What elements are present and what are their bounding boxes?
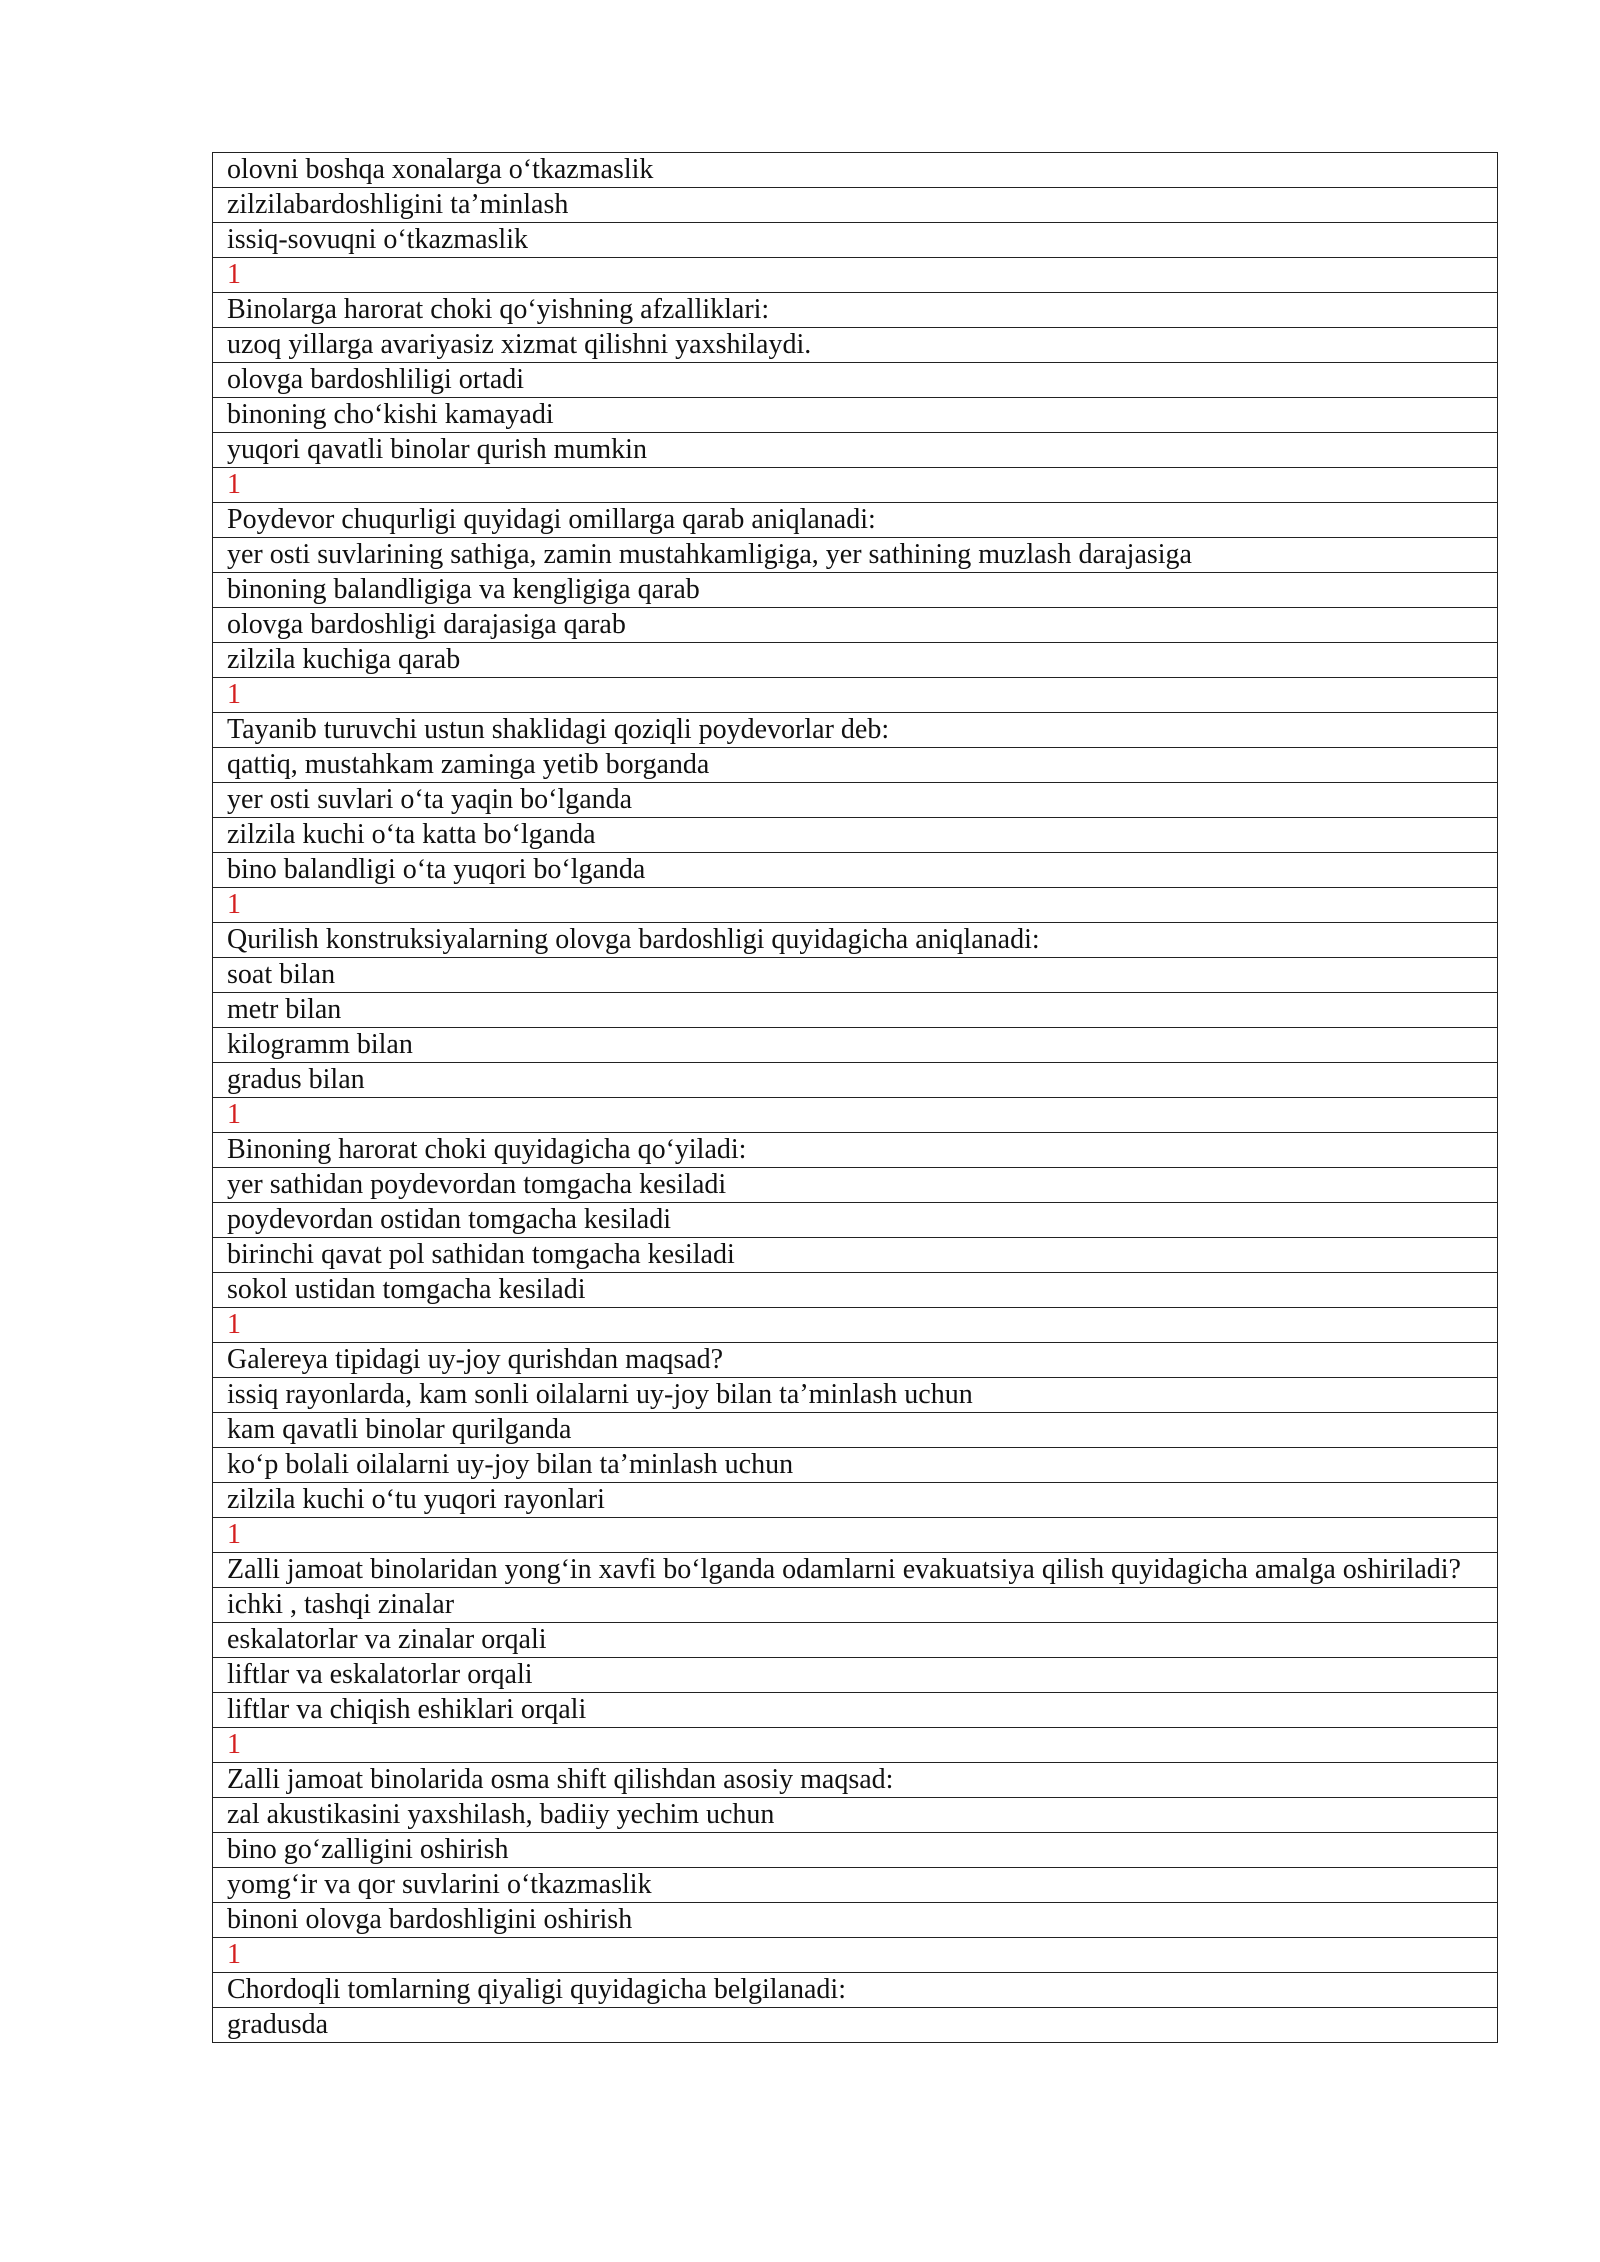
answer-row: [213, 1798, 1498, 1833]
answer-text: qattiq, mustahkam zaminga yetib borganda: [213, 748, 1498, 783]
answer-text: zilzila kuchi o‘tu yuqori rayonlari: [213, 1483, 1498, 1518]
answer-row: [213, 1063, 1498, 1098]
answer-text: zilzila kuchiga qarab: [213, 643, 1498, 678]
marker-row: [213, 888, 1498, 923]
answer-row: [213, 538, 1498, 573]
marker-row: [213, 468, 1498, 503]
answer-text: ko‘p bolali oilalarni uy-joy bilan ta’minlash uchun: [213, 1448, 1498, 1483]
answer-row: [213, 1658, 1498, 1693]
answer-row: [213, 1623, 1498, 1658]
answer-row: [213, 958, 1498, 993]
question-text: Zalli jamoat binolarida osma shift qilishdan asosiy maqsad:: [213, 1763, 1498, 1798]
answer-text: zal akustikasini yaxshilash, badiiy yechim uchun: [213, 1798, 1498, 1833]
marker-row: [213, 1518, 1498, 1553]
marker-cell: 1: [213, 258, 1498, 293]
answer-row: [213, 1028, 1498, 1063]
marker-cell: 1: [213, 1098, 1498, 1133]
answer-row: [213, 223, 1498, 258]
answer-text: birinchi qavat pol sathidan tomgacha kesiladi: [213, 1238, 1498, 1273]
answer-text: sokol ustidan tomgacha kesiladi: [213, 1273, 1498, 1308]
answer-text: olovni boshqa xonalarga o‘tkazmaslik: [213, 153, 1498, 188]
answer-text: olovga bardoshliligi ortadi: [213, 363, 1498, 398]
answer-row: [213, 1378, 1498, 1413]
question-row: [213, 713, 1498, 748]
answer-text: yuqori qavatli binolar qurish mumkin: [213, 433, 1498, 468]
answer-row: [213, 1273, 1498, 1308]
marker-cell: 1: [213, 1728, 1498, 1763]
question-row: [213, 1343, 1498, 1378]
answer-row: [213, 1448, 1498, 1483]
answer-row: [213, 1483, 1498, 1518]
question-row: [213, 1973, 1498, 2008]
question-text: Galereya tipidagi uy-joy qurishdan maqsad?: [213, 1343, 1498, 1378]
question-table: [212, 152, 1498, 2043]
answer-text: issiq rayonlarda, kam sonli oilalarni uy-joy bilan ta’minlash uchun: [213, 1378, 1498, 1413]
answer-text: binoni olovga bardoshligini oshirish: [213, 1903, 1498, 1938]
answer-row: [213, 188, 1498, 223]
marker-cell: 1: [213, 468, 1498, 503]
marker-row: [213, 1728, 1498, 1763]
answer-row: [213, 1203, 1498, 1238]
answer-row: [213, 643, 1498, 678]
answer-text: liftlar va chiqish eshiklari orqali: [213, 1693, 1498, 1728]
answer-text: soat bilan: [213, 958, 1498, 993]
question-text: Zalli jamoat binolaridan yong‘in xavfi bo‘lganda odamlarni evakuatsiya qilish quyidagicha amalga oshiriladi?: [213, 1553, 1498, 1588]
answer-text: gradusda: [213, 2008, 1498, 2043]
answer-text: zilzila kuchi o‘ta katta bo‘lganda: [213, 818, 1498, 853]
question-row: [213, 1763, 1498, 1798]
answer-row: [213, 398, 1498, 433]
answer-text: olovga bardoshligi darajasiga qarab: [213, 608, 1498, 643]
answer-text: zilzilabardoshligini ta’minlash: [213, 188, 1498, 223]
answer-text: issiq-sovuqni o‘tkazmaslik: [213, 223, 1498, 258]
question-row: [213, 1553, 1498, 1588]
question-table-body: [213, 153, 1498, 2043]
answer-row: [213, 608, 1498, 643]
question-row: [213, 503, 1498, 538]
answer-row: [213, 2008, 1498, 2043]
answer-row: [213, 1588, 1498, 1623]
marker-cell: 1: [213, 1938, 1498, 1973]
question-text: Poydevor chuqurligi quyidagi omillarga qarab aniqlanadi:: [213, 503, 1498, 538]
question-row: [213, 923, 1498, 958]
answer-text: binoning cho‘kishi kamayadi: [213, 398, 1498, 433]
answer-text: kam qavatli binolar qurilganda: [213, 1413, 1498, 1448]
marker-cell: 1: [213, 678, 1498, 713]
answer-row: [213, 1833, 1498, 1868]
answer-text: bino go‘zalligini oshirish: [213, 1833, 1498, 1868]
answer-text: binoning balandligiga va kengligiga qarab: [213, 573, 1498, 608]
answer-row: [213, 1903, 1498, 1938]
answer-text: liftlar va eskalatorlar orqali: [213, 1658, 1498, 1693]
marker-cell: 1: [213, 1518, 1498, 1553]
answer-row: [213, 783, 1498, 818]
question-text: Binoning harorat choki quyidagicha qo‘yiladi:: [213, 1133, 1498, 1168]
marker-cell: 1: [213, 888, 1498, 923]
question-text: Binolarga harorat choki qo‘yishning afzalliklari:: [213, 293, 1498, 328]
question-row: [213, 1133, 1498, 1168]
answer-row: [213, 853, 1498, 888]
marker-row: [213, 678, 1498, 713]
answer-row: [213, 363, 1498, 398]
answer-text: ichki , tashqi zinalar: [213, 1588, 1498, 1623]
answer-row: [213, 153, 1498, 188]
question-row: [213, 293, 1498, 328]
answer-text: yer sathidan poydevordan tomgacha kesiladi: [213, 1168, 1498, 1203]
answer-row: [213, 1413, 1498, 1448]
answer-row: [213, 748, 1498, 783]
answer-row: [213, 818, 1498, 853]
answer-row: [213, 433, 1498, 468]
answer-row: [213, 573, 1498, 608]
marker-row: [213, 1098, 1498, 1133]
question-text: Chordoqli tomlarning qiyaligi quyidagicha belgilanadi:: [213, 1973, 1498, 2008]
marker-row: [213, 258, 1498, 293]
marker-cell: 1: [213, 1308, 1498, 1343]
answer-text: yer osti suvlarining sathiga, zamin mustahkamligiga, yer sathining muzlash darajasiga: [213, 538, 1498, 573]
marker-row: [213, 1308, 1498, 1343]
question-text: Tayanib turuvchi ustun shaklidagi qoziqli poydevorlar deb:: [213, 713, 1498, 748]
answer-text: poydevordan ostidan tomgacha kesiladi: [213, 1203, 1498, 1238]
answer-text: kilogramm bilan: [213, 1028, 1498, 1063]
answer-row: [213, 1168, 1498, 1203]
answer-text: metr bilan: [213, 993, 1498, 1028]
answer-row: [213, 1868, 1498, 1903]
answer-text: uzoq yillarga avariyasiz xizmat qilishni yaxshilaydi.: [213, 328, 1498, 363]
answer-text: yer osti suvlari o‘ta yaqin bo‘lganda: [213, 783, 1498, 818]
question-text: Qurilish konstruksiyalarning olovga bardoshligi quyidagicha aniqlanadi:: [213, 923, 1498, 958]
answer-row: [213, 1238, 1498, 1273]
answer-row: [213, 993, 1498, 1028]
marker-row: [213, 1938, 1498, 1973]
answer-text: yomg‘ir va qor suvlarini o‘tkazmaslik: [213, 1868, 1498, 1903]
answer-text: eskalatorlar va zinalar orqali: [213, 1623, 1498, 1658]
answer-row: [213, 328, 1498, 363]
answer-text: gradus bilan: [213, 1063, 1498, 1098]
answer-row: [213, 1693, 1498, 1728]
answer-text: bino balandligi o‘ta yuqori bo‘lganda: [213, 853, 1498, 888]
